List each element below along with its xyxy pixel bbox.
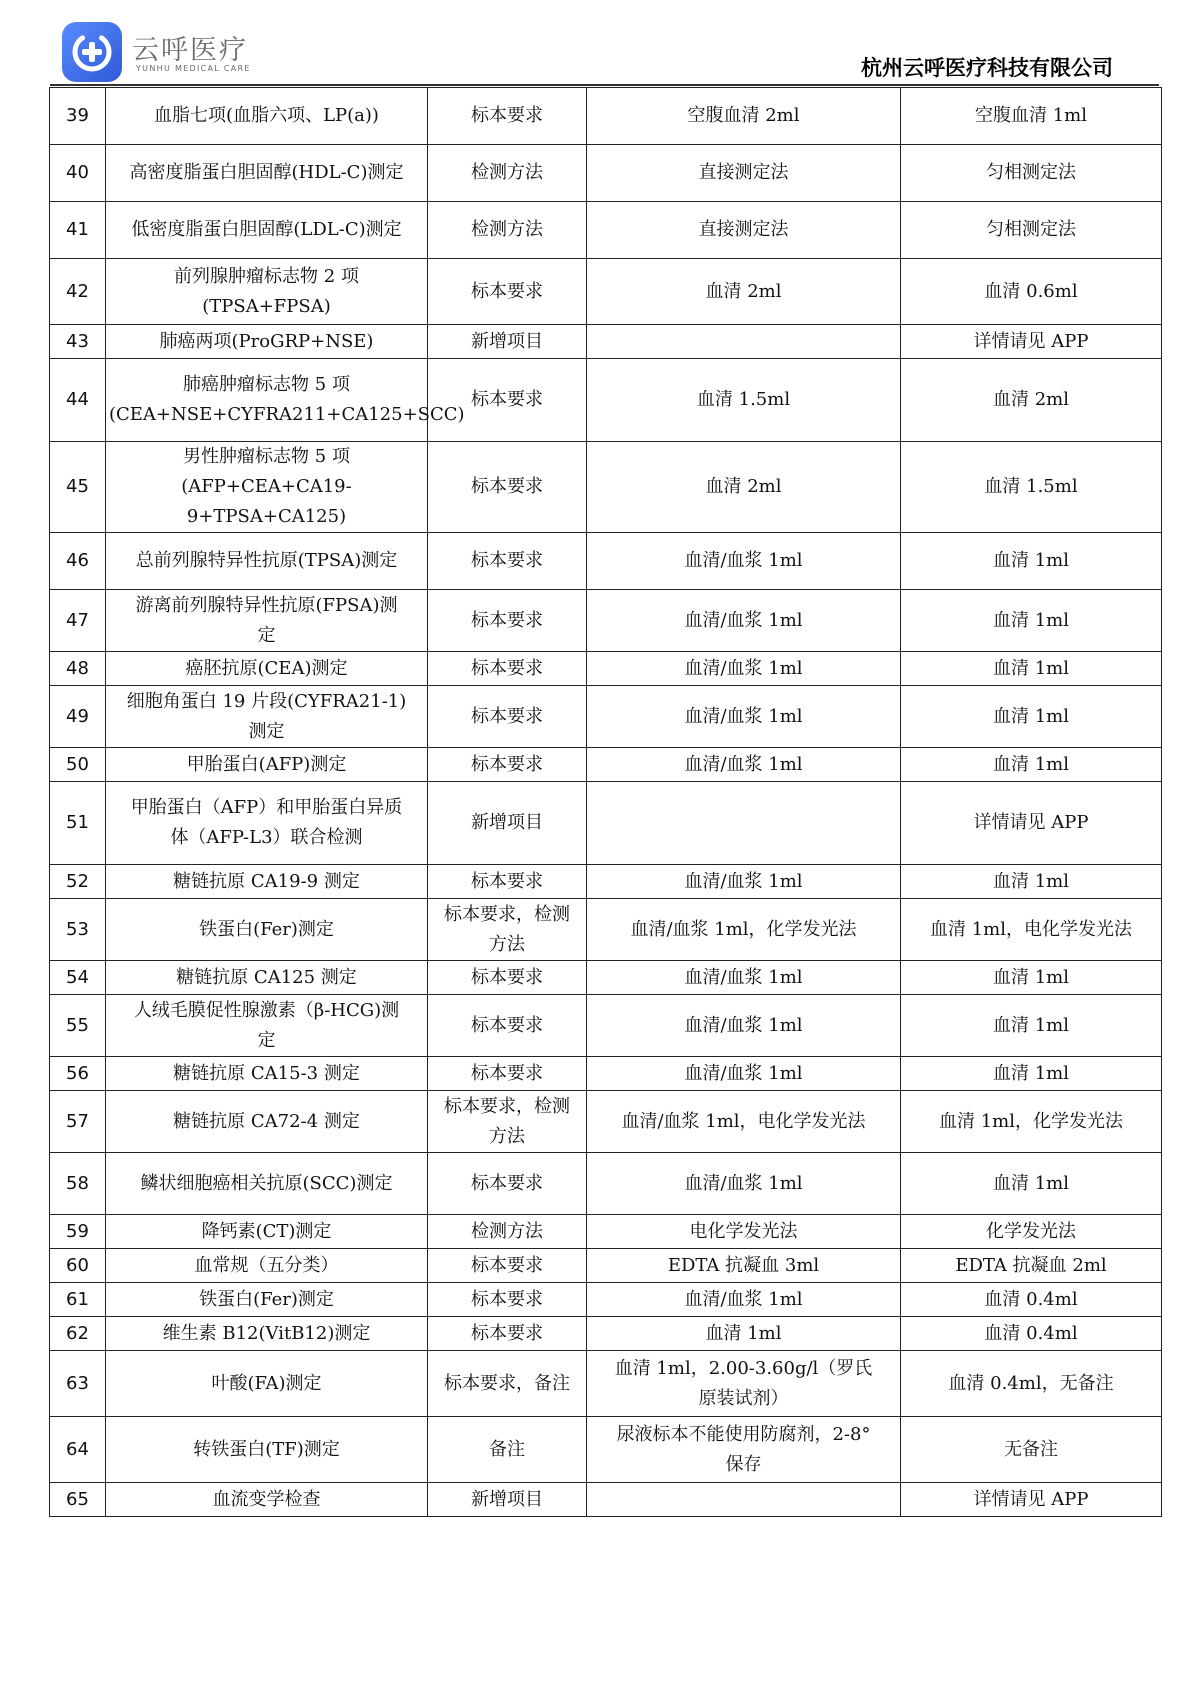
old-requirement: 血清 1.5ml — [587, 359, 901, 442]
new-requirement: 血清 0.6ml — [901, 259, 1162, 325]
item-name: 男性肿瘤标志物 5 项 (AFP+CEA+CA19-9+TPSA+CA125) — [106, 442, 428, 533]
change-type: 新增项目 — [428, 782, 587, 865]
item-name: 总前列腺特异性抗原(TPSA)测定 — [106, 533, 428, 590]
change-type: 标本要求 — [428, 259, 587, 325]
item-name: 叶酸(FA)测定 — [106, 1351, 428, 1417]
new-requirement: 血清 1ml — [901, 686, 1162, 748]
table-row — [50, 359, 1162, 442]
logo-icon — [62, 22, 122, 82]
item-name: 血常规（五分类） — [106, 1249, 428, 1283]
new-requirement: 血清 1ml — [901, 961, 1162, 995]
item-name: 人绒毛膜促性腺激素（β-HCG)测 定 — [106, 995, 428, 1057]
table-row — [50, 145, 1162, 202]
new-requirement: 血清 1ml — [901, 652, 1162, 686]
old-requirement: 空腹血清 2ml — [587, 88, 901, 145]
company-name: 杭州云呼医疗科技有限公司 — [861, 56, 1113, 80]
item-name: 游离前列腺特异性抗原(FPSA)测 定 — [106, 590, 428, 652]
row-number: 48 — [50, 652, 106, 686]
old-requirement: 血清 2ml — [587, 259, 901, 325]
old-requirement: 血清/血浆 1ml — [587, 865, 901, 899]
table-row — [50, 961, 1162, 995]
item-name: 降钙素(CT)测定 — [106, 1215, 428, 1249]
new-requirement: 详情请见 APP — [901, 782, 1162, 865]
change-type: 标本要求 — [428, 865, 587, 899]
table-row — [50, 865, 1162, 899]
item-name: 低密度脂蛋白胆固醇(LDL-C)测定 — [106, 202, 428, 259]
table-row — [50, 782, 1162, 865]
new-requirement: 血清 2ml — [901, 359, 1162, 442]
table-row — [50, 88, 1162, 145]
item-name: 血脂七项(血脂六项、LP(a)) — [106, 88, 428, 145]
row-number: 61 — [50, 1283, 106, 1317]
new-requirement: 血清 1ml — [901, 590, 1162, 652]
change-type: 标本要求 — [428, 1283, 587, 1317]
change-type: 标本要求 — [428, 590, 587, 652]
change-type: 检测方法 — [428, 145, 587, 202]
old-requirement: 血清/血浆 1ml — [587, 686, 901, 748]
new-requirement: 血清 1ml — [901, 995, 1162, 1057]
items-table — [49, 87, 1162, 1517]
change-type: 新增项目 — [428, 1483, 587, 1517]
page-header — [0, 0, 1191, 90]
change-type: 标本要求 — [428, 88, 587, 145]
change-type: 标本要求 — [428, 995, 587, 1057]
new-requirement: 血清 0.4ml — [901, 1283, 1162, 1317]
change-type: 检测方法 — [428, 1215, 587, 1249]
change-type: 标本要求 — [428, 1153, 587, 1215]
old-requirement — [587, 325, 901, 359]
row-number: 44 — [50, 359, 106, 442]
new-requirement: 血清 1ml — [901, 533, 1162, 590]
row-number: 50 — [50, 748, 106, 782]
table-row — [50, 325, 1162, 359]
item-name: 甲胎蛋白(AFP)测定 — [106, 748, 428, 782]
row-number: 64 — [50, 1417, 106, 1483]
new-requirement: 化学发光法 — [901, 1215, 1162, 1249]
old-requirement: 血清 2ml — [587, 442, 901, 533]
row-number: 42 — [50, 259, 106, 325]
new-requirement: 详情请见 APP — [901, 325, 1162, 359]
old-requirement: 血清 1ml，2.00-3.60g/l（罗氏 原装试剂） — [587, 1351, 901, 1417]
row-number: 56 — [50, 1057, 106, 1091]
logo-subtitle: YUNHU MEDICAL CARE — [136, 64, 251, 73]
change-type: 备注 — [428, 1417, 587, 1483]
table-row — [50, 533, 1162, 590]
table-row — [50, 1483, 1162, 1517]
old-requirement: 血清/血浆 1ml — [587, 1153, 901, 1215]
change-type: 标本要求，检测 方法 — [428, 899, 587, 961]
row-number: 63 — [50, 1351, 106, 1417]
new-requirement: 匀相测定法 — [901, 145, 1162, 202]
row-number: 53 — [50, 899, 106, 961]
row-number: 45 — [50, 442, 106, 533]
table-row — [50, 748, 1162, 782]
logo-text: 云呼医疗 — [132, 35, 248, 66]
new-requirement: 血清 1.5ml — [901, 442, 1162, 533]
row-number: 65 — [50, 1483, 106, 1517]
new-requirement: 血清 1ml — [901, 1057, 1162, 1091]
old-requirement: 血清/血浆 1ml — [587, 1057, 901, 1091]
table-row — [50, 995, 1162, 1057]
new-requirement: 血清 1ml，电化学发光法 — [901, 899, 1162, 961]
row-number: 55 — [50, 995, 106, 1057]
old-requirement: 血清/血浆 1ml — [587, 1283, 901, 1317]
old-requirement: 血清/血浆 1ml — [587, 995, 901, 1057]
new-requirement: 空腹血清 1ml — [901, 88, 1162, 145]
old-requirement — [587, 782, 901, 865]
new-requirement: 血清 1ml — [901, 1153, 1162, 1215]
row-number: 62 — [50, 1317, 106, 1351]
old-requirement: 直接测定法 — [587, 145, 901, 202]
row-number: 57 — [50, 1091, 106, 1153]
old-requirement: 血清/血浆 1ml — [587, 961, 901, 995]
item-name: 高密度脂蛋白胆固醇(HDL-C)测定 — [106, 145, 428, 202]
table-row — [50, 1351, 1162, 1417]
row-number: 41 — [50, 202, 106, 259]
change-type: 新增项目 — [428, 325, 587, 359]
item-name: 甲胎蛋白（AFP）和甲胎蛋白异质 体（AFP-L3）联合检测 — [106, 782, 428, 865]
old-requirement: 血清/血浆 1ml，电化学发光法 — [587, 1091, 901, 1153]
item-name: 前列腺肿瘤标志物 2 项 (TPSA+FPSA) — [106, 259, 428, 325]
item-name: 糖链抗原 CA15-3 测定 — [106, 1057, 428, 1091]
item-name: 鳞状细胞癌相关抗原(SCC)测定 — [106, 1153, 428, 1215]
item-name: 肺癌肿瘤标志物 5 项 (CEA+NSE+CYFRA211+CA125+SCC) — [106, 359, 428, 442]
item-name: 血流变学检查 — [106, 1483, 428, 1517]
old-requirement: 直接测定法 — [587, 202, 901, 259]
table-row — [50, 686, 1162, 748]
row-number: 43 — [50, 325, 106, 359]
table-row — [50, 1091, 1162, 1153]
new-requirement: 无备注 — [901, 1417, 1162, 1483]
change-type: 标本要求 — [428, 748, 587, 782]
table-row — [50, 652, 1162, 686]
item-name: 维生素 B12(VitB12)测定 — [106, 1317, 428, 1351]
table-row — [50, 899, 1162, 961]
old-requirement: EDTA 抗凝血 3ml — [587, 1249, 901, 1283]
row-number: 52 — [50, 865, 106, 899]
new-requirement: 血清 0.4ml，无备注 — [901, 1351, 1162, 1417]
table-row — [50, 259, 1162, 325]
change-type: 标本要求 — [428, 442, 587, 533]
table-row — [50, 202, 1162, 259]
item-name: 铁蛋白(Fer)测定 — [106, 899, 428, 961]
item-name: 转铁蛋白(TF)测定 — [106, 1417, 428, 1483]
old-requirement: 血清/血浆 1ml — [587, 748, 901, 782]
new-requirement: 血清 1ml — [901, 865, 1162, 899]
old-requirement: 血清/血浆 1ml — [587, 590, 901, 652]
row-number: 39 — [50, 88, 106, 145]
change-type: 标本要求 — [428, 686, 587, 748]
change-type: 检测方法 — [428, 202, 587, 259]
table-row — [50, 1215, 1162, 1249]
new-requirement: EDTA 抗凝血 2ml — [901, 1249, 1162, 1283]
item-name: 癌胚抗原(CEA)测定 — [106, 652, 428, 686]
item-name: 肺癌两项(ProGRP+NSE) — [106, 325, 428, 359]
table-row — [50, 590, 1162, 652]
change-type: 标本要求，检测 方法 — [428, 1091, 587, 1153]
table-row — [50, 1417, 1162, 1483]
row-number: 58 — [50, 1153, 106, 1215]
item-name: 糖链抗原 CA72-4 测定 — [106, 1091, 428, 1153]
item-name: 铁蛋白(Fer)测定 — [106, 1283, 428, 1317]
new-requirement: 详情请见 APP — [901, 1483, 1162, 1517]
new-requirement: 血清 1ml，化学发光法 — [901, 1091, 1162, 1153]
row-number: 49 — [50, 686, 106, 748]
row-number: 54 — [50, 961, 106, 995]
change-type: 标本要求 — [428, 1057, 587, 1091]
change-type: 标本要求 — [428, 1317, 587, 1351]
row-number: 40 — [50, 145, 106, 202]
row-number: 59 — [50, 1215, 106, 1249]
old-requirement: 尿液标本不能使用防腐剂，2-8° 保存 — [587, 1417, 901, 1483]
old-requirement: 血清 1ml — [587, 1317, 901, 1351]
table-row — [50, 1317, 1162, 1351]
old-requirement: 血清/血浆 1ml，化学发光法 — [587, 899, 901, 961]
new-requirement: 匀相测定法 — [901, 202, 1162, 259]
item-name: 糖链抗原 CA19-9 测定 — [106, 865, 428, 899]
change-type: 标本要求 — [428, 533, 587, 590]
new-requirement: 血清 1ml — [901, 748, 1162, 782]
row-number: 60 — [50, 1249, 106, 1283]
old-requirement: 电化学发光法 — [587, 1215, 901, 1249]
row-number: 51 — [50, 782, 106, 865]
change-type: 标本要求 — [428, 359, 587, 442]
row-number: 46 — [50, 533, 106, 590]
change-type: 标本要求 — [428, 652, 587, 686]
item-name: 糖链抗原 CA125 测定 — [106, 961, 428, 995]
table-row — [50, 1153, 1162, 1215]
old-requirement — [587, 1483, 901, 1517]
table-row — [50, 1283, 1162, 1317]
header-divider — [50, 84, 1159, 86]
change-type: 标本要求 — [428, 961, 587, 995]
table-row — [50, 1249, 1162, 1283]
old-requirement: 血清/血浆 1ml — [587, 652, 901, 686]
table-row — [50, 1057, 1162, 1091]
row-number: 47 — [50, 590, 106, 652]
table-row — [50, 442, 1162, 533]
item-name: 细胞角蛋白 19 片段(CYFRA21-1) 测定 — [106, 686, 428, 748]
old-requirement: 血清/血浆 1ml — [587, 533, 901, 590]
new-requirement: 血清 0.4ml — [901, 1317, 1162, 1351]
change-type: 标本要求，备注 — [428, 1351, 587, 1417]
change-type: 标本要求 — [428, 1249, 587, 1283]
